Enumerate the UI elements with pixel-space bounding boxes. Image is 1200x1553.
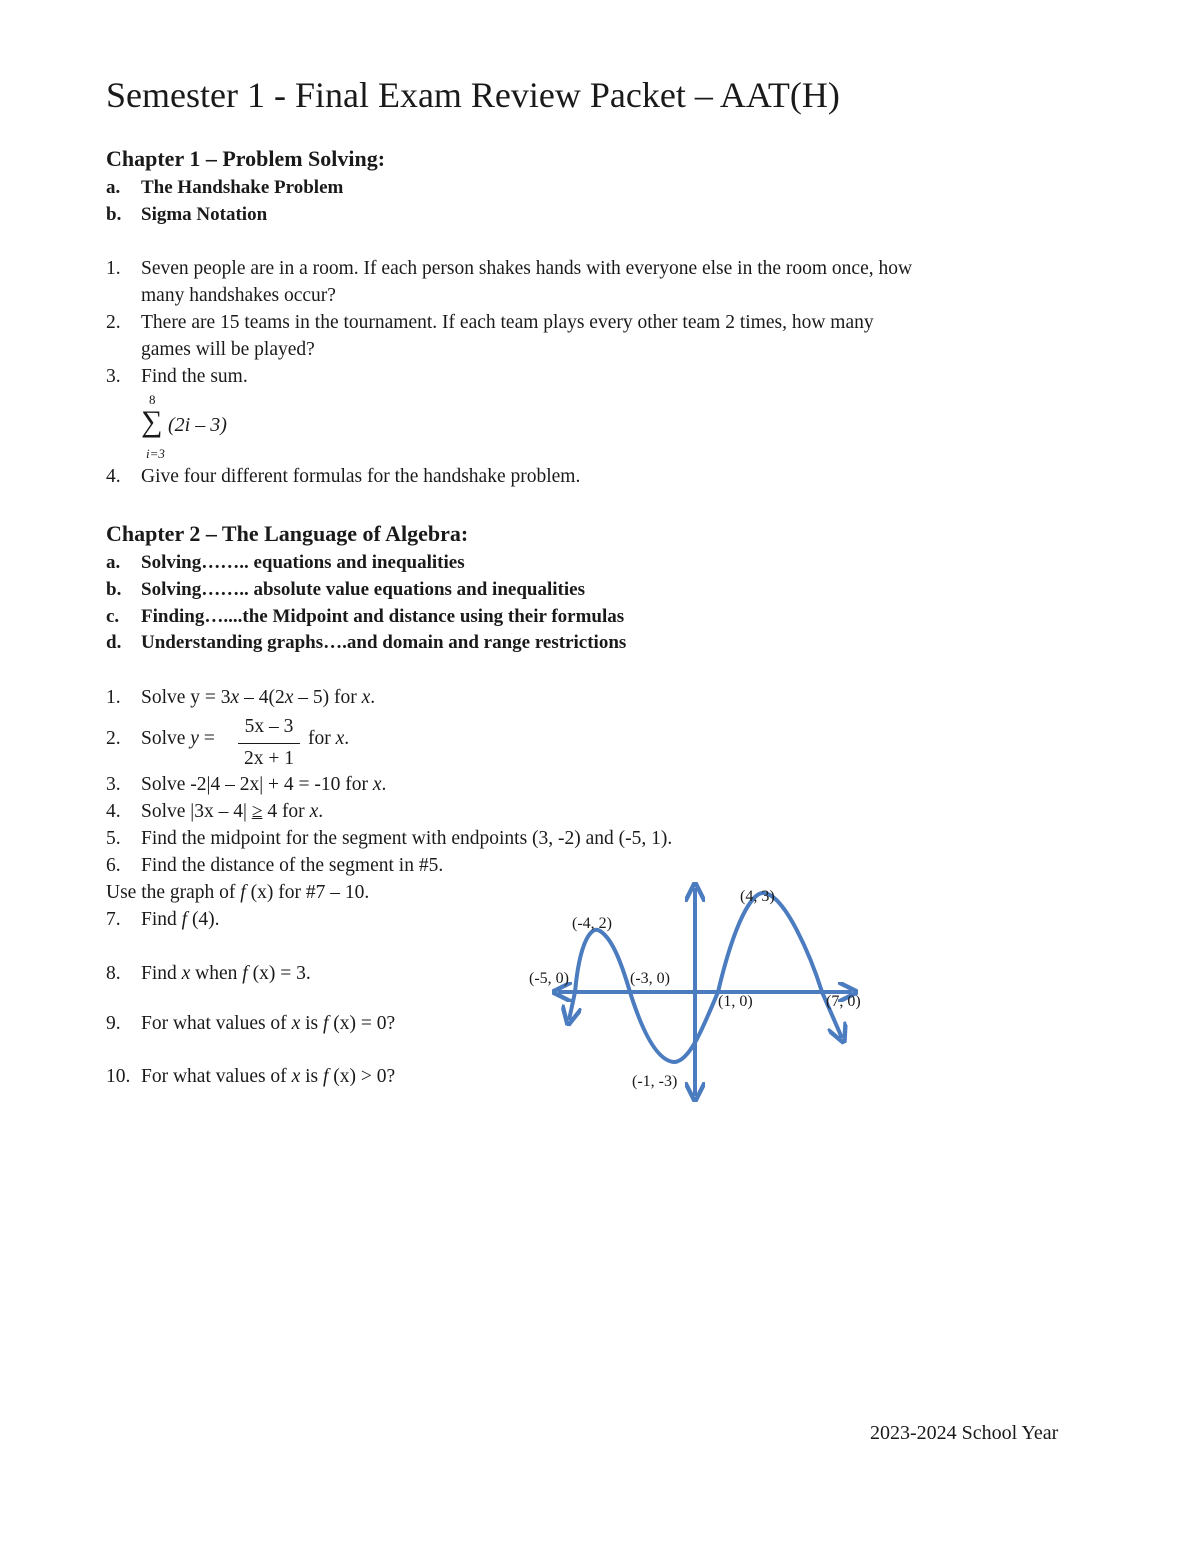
ch2-problem-9: 9. For what values of x is f (x) = 0? bbox=[106, 1013, 396, 1034]
ch2-problem-2: 2. Solve y = for x. bbox=[106, 728, 350, 749]
fraction-numerator: 5x – 3 bbox=[244, 716, 294, 737]
sigma-lower-limit: i=3 bbox=[146, 446, 165, 461]
label-point-neg5-0: (-5, 0) bbox=[529, 970, 569, 987]
ch2-problem-5: 5. Find the midpoint for the segment with endpoints (3, -2) and (-5, 1). bbox=[106, 828, 673, 849]
ch2-problem-6: 6. Find the distance of the segment in #5. bbox=[106, 855, 444, 876]
ch1-problem-3: 3. Find the sum. bbox=[106, 366, 248, 387]
ch1-problem-1: 1. Seven people are in a room. If each person shakes hands with everyone else in the room once, how bbox=[106, 258, 913, 279]
chapter-1-heading: Chapter 1 – Problem Solving: bbox=[106, 146, 386, 171]
fraction-denominator: 2x + 1 bbox=[244, 748, 294, 769]
sigma-symbol: ∑ bbox=[141, 405, 163, 438]
ch2-problem-3: 3. Solve -2|4 – 2x| + 4 = -10 for x. bbox=[106, 774, 387, 795]
graph-instruction: Use the graph of f (x) for #7 – 10. bbox=[106, 882, 370, 903]
ch2-problem-1: 1. Solve y = 3x – 4(2x – 5) for x. bbox=[106, 687, 376, 708]
ch1-problem-1-cont: many handshakes occur? bbox=[141, 285, 336, 306]
footer-school-year: 2023-2024 School Year bbox=[870, 1422, 1059, 1444]
ch2-problem-10: 10. For what values of x is f (x) > 0? bbox=[106, 1066, 396, 1087]
ch1-problem-4: 4. Give four different formulas for the handshake problem. bbox=[106, 466, 581, 487]
ch1-problem-2-cont: games will be played? bbox=[141, 339, 315, 360]
label-point-neg4-2: (-4, 2) bbox=[572, 915, 612, 932]
label-point-7-0: (7, 0) bbox=[826, 993, 861, 1010]
ch2-problem-8: 8. Find x when f (x) = 3. bbox=[106, 963, 311, 984]
ch2-problem-7: 7. Find f (4). bbox=[106, 909, 220, 930]
ch1-problem-2: 2. There are 15 teams in the tournament. If each team plays every other team 2 times, how many bbox=[106, 312, 874, 333]
chapter-2-heading: Chapter 2 – The Language of Algebra: bbox=[106, 521, 469, 546]
ch2-problem-4: 4. Solve |3x – 4| ≥ 4 for x. bbox=[106, 801, 324, 822]
page-title: Semester 1 - Final Exam Review Packet – AAT(H) bbox=[106, 75, 840, 115]
label-point-neg1-neg3: (-1, -3) bbox=[632, 1073, 678, 1090]
sigma-upper-limit: 8 bbox=[149, 392, 156, 407]
label-point-4-3: (4, 3) bbox=[740, 888, 775, 905]
label-point-neg3-0: (-3, 0) bbox=[630, 970, 670, 987]
sigma-summand: (2i – 3) bbox=[168, 414, 227, 436]
label-point-1-0: (1, 0) bbox=[718, 993, 753, 1010]
